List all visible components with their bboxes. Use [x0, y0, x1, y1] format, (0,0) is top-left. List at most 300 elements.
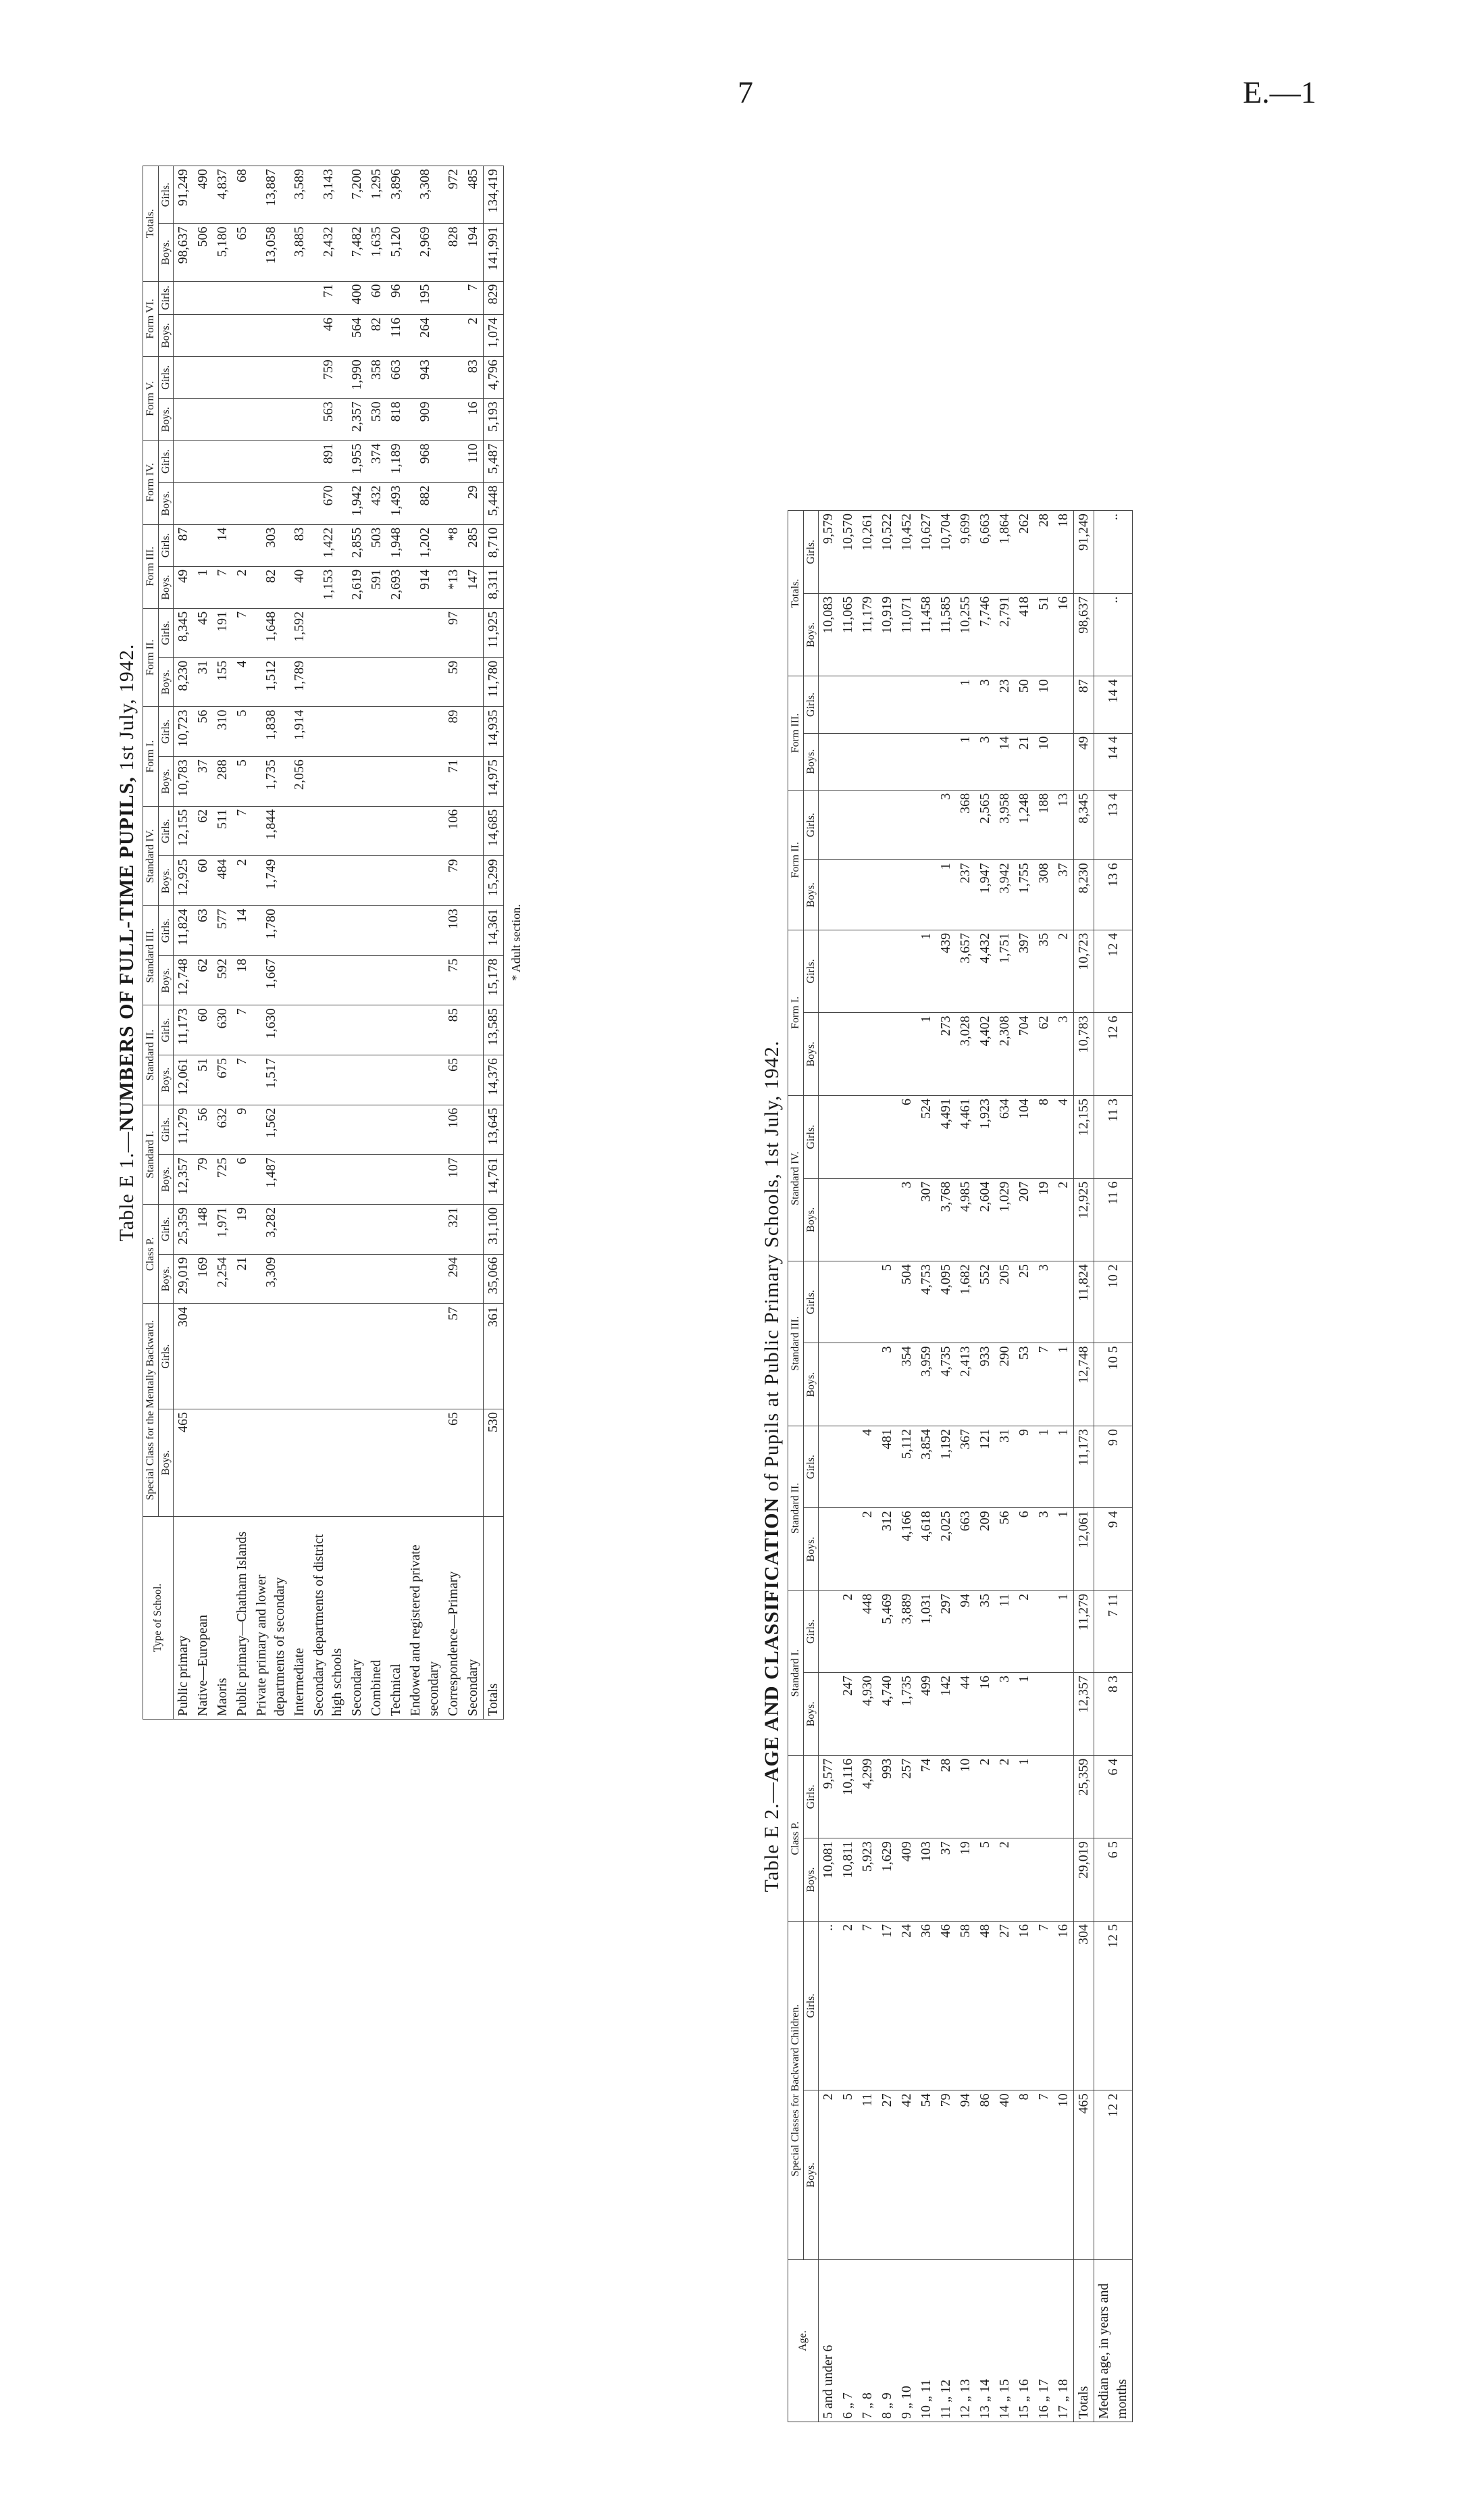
t1-cell — [309, 906, 347, 956]
t2-cell: 3 — [1054, 1013, 1074, 1096]
t2-cell: 2,413 — [956, 1343, 975, 1426]
t1-cell — [406, 1105, 444, 1155]
t2-cell: 10 — [1034, 676, 1054, 733]
t1-cell — [406, 1254, 444, 1304]
t1-cell: 134,419 — [484, 166, 504, 224]
t2-cell: 11,179 — [858, 593, 877, 676]
t1-row-label: Technical — [386, 1517, 406, 1720]
t1-group-header: Special Class for the Mentally Backward. — [143, 1304, 159, 1517]
t1-cell: 358 — [367, 357, 386, 399]
t1-cell: 1,562 — [252, 1105, 290, 1155]
t2-cell: 94 — [956, 1590, 975, 1672]
t2-cell: 367 — [956, 1426, 975, 1507]
t2-cell: 10,255 — [956, 593, 975, 676]
t2-group-header: Form II. — [788, 790, 804, 930]
t1-cell — [367, 906, 386, 956]
t1-cell: 1 — [193, 566, 213, 608]
t1-cell — [290, 1254, 309, 1304]
t1-cell: 13,585 — [484, 1005, 504, 1055]
t2-row — [838, 511, 858, 2422]
t2-cell: 1 — [1034, 1426, 1054, 1507]
t1-cell: 285 — [463, 524, 484, 566]
t2-cell: 12 2 — [1094, 2090, 1133, 2260]
page-number: 7 — [738, 75, 753, 109]
t2-group-header: Standard III. — [788, 1261, 804, 1426]
t1-sex-header: Boys. — [158, 399, 174, 441]
t2-group-header: Form III. — [788, 676, 804, 791]
t1-cell — [406, 1005, 444, 1055]
t2-cell: 7 11 — [1094, 1590, 1133, 1672]
t1-sex-header: Girls. — [158, 357, 174, 399]
t1-cell — [367, 1105, 386, 1155]
t1-cell — [290, 399, 309, 441]
t1-cell: 60 — [367, 281, 386, 314]
t2-row-label: 5 and under 6 — [819, 2260, 839, 2422]
t1-cell — [193, 281, 213, 314]
t1-cell — [367, 856, 386, 906]
t1-cell — [174, 399, 194, 441]
t2-cell: .. — [819, 1921, 839, 2090]
t2-cell: 10,919 — [877, 593, 897, 676]
t2-row-label: 16 „ 17 — [1034, 2260, 1054, 2422]
t2-cell: 56 — [995, 1508, 1015, 1591]
t1-row — [174, 166, 194, 1720]
t2-cell: 27 — [877, 2090, 897, 2260]
t2-cell: 2 — [1015, 1590, 1034, 1672]
t2-cell: 28 — [936, 1755, 956, 1838]
t2-cell: 933 — [975, 1343, 995, 1426]
t1-cell: 1,971 — [213, 1204, 232, 1254]
t1-row — [309, 166, 347, 1720]
t2-cell: 3 — [1034, 1508, 1054, 1591]
t1-cell — [193, 1409, 213, 1516]
t1-cell: 303 — [252, 524, 290, 566]
t1-cell: 1,074 — [484, 315, 504, 357]
t2-cell — [819, 1590, 839, 1672]
t1-cell: 1,189 — [386, 441, 406, 482]
t2-cell: 53 — [1015, 1343, 1034, 1426]
t1-cell — [463, 1409, 484, 1516]
t2-cell: 1,864 — [995, 511, 1015, 594]
t2-cell: 16 — [975, 1673, 995, 1756]
t1-row-label: Secondary departments of district high schools — [309, 1517, 347, 1720]
t1-cell: 5,487 — [484, 441, 504, 482]
t1-cell — [463, 955, 484, 1005]
t1-row — [347, 166, 367, 1720]
t2-label-header: Age. — [788, 2260, 819, 2422]
t2-cell: 2 — [838, 1921, 858, 2090]
t2-cell: 4,432 — [975, 930, 995, 1013]
t2-row-label: 8 „ 9 — [877, 2260, 897, 2422]
t1-cell — [463, 757, 484, 807]
t2-cell — [838, 790, 858, 859]
t2-cell — [858, 676, 877, 733]
t2-cell: 5 — [838, 2090, 858, 2260]
t1-cell — [406, 757, 444, 807]
t1-cell — [193, 1304, 213, 1409]
t1-cell: 45 — [193, 608, 213, 657]
t1-cell: 12,925 — [174, 856, 194, 906]
t2-cell: 19 — [956, 1838, 975, 1922]
t1-sex-header: Girls. — [158, 1105, 174, 1155]
t1-cell: 14,935 — [484, 707, 504, 757]
t1-cell — [406, 608, 444, 657]
t2-group-header: Standard IV. — [788, 1095, 804, 1261]
t1-cell — [290, 357, 309, 399]
t2-cell: 2 — [975, 1755, 995, 1838]
t2-cell: 11,585 — [936, 593, 956, 676]
t1-cell — [347, 1204, 367, 1254]
t1-cell: 62 — [193, 806, 213, 856]
t1-cell — [347, 757, 367, 807]
t1-cell — [232, 399, 252, 441]
t2-sex-header: Girls. — [803, 790, 819, 859]
t2-cell — [819, 1095, 839, 1178]
t1-cell — [444, 315, 463, 357]
t2-cell — [877, 1095, 897, 1178]
t1-cell — [252, 315, 290, 357]
t1-sex-header: Boys. — [158, 1055, 174, 1105]
t2-sex-header: Boys. — [803, 1178, 819, 1261]
t2-sex-header: Girls. — [803, 1590, 819, 1672]
t2-cell: 6 4 — [1094, 1755, 1133, 1838]
t1-row-label: Combined — [367, 1517, 386, 1720]
t1-group-header: Form III. — [143, 524, 159, 608]
t2-sex-header: Boys. — [803, 1508, 819, 1591]
t1-cell — [347, 1005, 367, 1055]
t2-cell: 4,735 — [936, 1343, 956, 1426]
t1-row — [290, 166, 309, 1720]
t1-cell — [347, 1254, 367, 1304]
t1-cell: 2,432 — [309, 224, 347, 281]
t2-cell: .. — [1094, 511, 1133, 594]
t2-cell: 409 — [897, 1838, 917, 1922]
t2-cell — [877, 733, 897, 790]
t1-cell — [309, 856, 347, 906]
t2-cell: 2,565 — [975, 790, 995, 859]
t2-cell — [819, 860, 839, 930]
t2-cell — [838, 1508, 858, 1591]
t1-cell: 2,056 — [290, 757, 309, 807]
t2-cell: 3 — [897, 1178, 917, 1261]
t1-cell: 12,357 — [174, 1155, 194, 1205]
t1-cell — [386, 1204, 406, 1254]
t1-cell — [232, 482, 252, 524]
t2-sex-header: Girls. — [803, 1261, 819, 1343]
t1-cell: 7 — [463, 281, 484, 314]
t1-cell — [347, 657, 367, 707]
t1-cell: 374 — [367, 441, 386, 482]
t2-cell: 3 — [975, 733, 995, 790]
t2-cell: 297 — [936, 1590, 956, 1672]
t2-cell — [858, 1261, 877, 1343]
t1-cell — [213, 315, 232, 357]
t1-cell: 288 — [213, 757, 232, 807]
t1-cell: 968 — [406, 441, 444, 482]
t2-cell: 46 — [936, 1921, 956, 2090]
t1-cell: 3,589 — [290, 166, 309, 224]
t1-cell: 2,357 — [347, 399, 367, 441]
t2-cell: 209 — [975, 1508, 995, 1591]
t1-cell — [252, 399, 290, 441]
t2-cell: 10,522 — [877, 511, 897, 594]
t2-cell: 1 — [917, 1013, 936, 1096]
t1-cell: 12,061 — [174, 1055, 194, 1105]
t2-cell: 524 — [917, 1095, 936, 1178]
t1-cell — [193, 357, 213, 399]
t1-cell: 2,254 — [213, 1254, 232, 1304]
t1-cell: 85 — [444, 1005, 463, 1055]
t1-cell — [463, 856, 484, 906]
t2-cell: 2 — [858, 1508, 877, 1591]
t1-cell: 49 — [174, 566, 194, 608]
t1-cell: 16 — [463, 399, 484, 441]
t1-cell: 14,685 — [484, 806, 504, 856]
t2-row-label: 10 „ 11 — [917, 2260, 936, 2422]
t2-cell: 10,452 — [897, 511, 917, 594]
t2-cell: 262 — [1015, 511, 1034, 594]
t1-cell: 57 — [444, 1304, 463, 1409]
t1-cell — [463, 906, 484, 956]
t1-cell — [252, 281, 290, 314]
t1-cell — [252, 482, 290, 524]
t1-cell — [386, 1005, 406, 1055]
t2-cell: 9 — [1015, 1426, 1034, 1507]
t2-cell: 11 — [995, 1590, 1015, 1672]
t1-cell: 63 — [193, 906, 213, 956]
page-reference: E.—1 — [1243, 75, 1316, 109]
t2-cell: 704 — [1015, 1013, 1034, 1096]
t1-row-label: Totals — [484, 1517, 504, 1720]
t1-group-header: Standard III. — [143, 906, 159, 1005]
t1-sex-header: Boys. — [158, 657, 174, 707]
t2-cell: 11 6 — [1094, 1178, 1133, 1261]
t1-row-label: Intermediate — [290, 1517, 309, 1720]
t1-cell — [347, 906, 367, 956]
t2-sex-header: Boys. — [803, 1673, 819, 1756]
t2-cell: 58 — [956, 1921, 975, 2090]
t1-cell: 1,948 — [386, 524, 406, 566]
t1-cell: 195 — [406, 281, 444, 314]
t2-cell: 4 — [1054, 1095, 1074, 1178]
t2-cell — [838, 930, 858, 1013]
t2-cell: 5 — [975, 1838, 995, 1922]
t1-cell: 530 — [484, 1409, 504, 1516]
t2-cell: 3,889 — [897, 1590, 917, 1672]
t1-cell: 1,630 — [252, 1005, 290, 1055]
t2-cell: 12 5 — [1094, 1921, 1133, 2090]
t2-cell — [877, 790, 897, 859]
t2-cell: 7 — [1034, 1343, 1054, 1426]
t2-cell — [819, 1426, 839, 1507]
t2-group-header: Class P. — [788, 1755, 804, 1921]
t1-row — [444, 166, 463, 1720]
t2-cell: 11,458 — [917, 593, 936, 676]
t1-cell: 169 — [193, 1254, 213, 1304]
t2-cell: 247 — [838, 1673, 858, 1756]
t1-cell — [290, 1155, 309, 1205]
t2-cell — [877, 860, 897, 930]
t2-cell: 35 — [1034, 930, 1054, 1013]
t1-cell — [174, 315, 194, 357]
t2-cell: 12 4 — [1094, 930, 1133, 1013]
t1-cell — [232, 1304, 252, 1409]
t1-cell: 1,202 — [406, 524, 444, 566]
t2-cell: 10,704 — [936, 511, 956, 594]
t1-cell: 82 — [252, 566, 290, 608]
t2-cell — [917, 860, 936, 930]
t1-cell: 71 — [309, 281, 347, 314]
t2-cell: 4,461 — [956, 1095, 975, 1178]
t1-cell: 103 — [444, 906, 463, 956]
t1-cell — [174, 482, 194, 524]
t1-cell: 18 — [232, 955, 252, 1005]
t2-cell — [838, 860, 858, 930]
t1-cell: 361 — [484, 1304, 504, 1409]
t1-cell: 2,855 — [347, 524, 367, 566]
t1-cell — [406, 806, 444, 856]
t2-cell: 10,081 — [819, 1838, 839, 1922]
t1-sex-header: Boys. — [158, 224, 174, 281]
t2-cell: 993 — [877, 1755, 897, 1838]
t2-cell: 663 — [956, 1508, 975, 1591]
t1-cell — [232, 281, 252, 314]
t2-cell: 2 — [995, 1838, 1015, 1922]
t2-cell: 4,985 — [956, 1178, 975, 1261]
t2-cell: 7 — [1034, 1921, 1054, 2090]
t2-cell: 1,923 — [975, 1095, 995, 1178]
t2-cell: 3,854 — [917, 1426, 936, 1507]
t1-cell: 29 — [463, 482, 484, 524]
t2-cell: 4,166 — [897, 1508, 917, 1591]
t2-group-header: Standard I. — [788, 1590, 804, 1755]
t1-cell: 7 — [232, 1005, 252, 1055]
t1-cell: 591 — [367, 566, 386, 608]
t1-cell: 106 — [444, 1105, 463, 1155]
t1-cell: 9 — [232, 1105, 252, 1155]
t2-row-label: 14 „ 15 — [995, 2260, 1015, 2422]
t1-row-label: Secondary — [347, 1517, 367, 1720]
t1-cell: 68 — [232, 166, 252, 224]
t1-cell: 65 — [444, 1055, 463, 1105]
t2-cell: 48 — [975, 1921, 995, 2090]
t1-cell: 321 — [444, 1204, 463, 1254]
t2-cell: 16 — [1054, 593, 1074, 676]
t2-row-label: 9 „ 10 — [897, 2260, 917, 2422]
t2-cell: 1 — [1054, 1590, 1074, 1672]
t2-cell — [1054, 1838, 1074, 1922]
t1-cell — [347, 856, 367, 906]
t1-cell: *13 — [444, 566, 463, 608]
t2-row-label: 15 „ 16 — [1015, 2260, 1034, 2422]
t2-row-label: 7 „ 8 — [858, 2260, 877, 2422]
t1-cell: 82 — [367, 315, 386, 357]
t1-cell: 1,749 — [252, 856, 290, 906]
t1-cell — [309, 1055, 347, 1105]
t2-cell: 6 — [1015, 1508, 1034, 1591]
t1-cell — [290, 906, 309, 956]
t1-cell — [309, 1005, 347, 1055]
t1-cell: 432 — [367, 482, 386, 524]
t2-cell — [1034, 1838, 1054, 1922]
t2-cell: 1 — [1015, 1673, 1034, 1756]
t2-cell — [819, 1178, 839, 1261]
t2-sex-header: Boys. — [803, 1343, 819, 1426]
t1-cell: 21 — [232, 1254, 252, 1304]
t1-cell — [347, 707, 367, 757]
t1-cell — [406, 856, 444, 906]
t2-row — [897, 511, 917, 2422]
t2-cell: 4,402 — [975, 1013, 995, 1096]
t1-cell: 97 — [444, 608, 463, 657]
t2-cell: 1,947 — [975, 860, 995, 930]
t2-cell: 8 — [1015, 2090, 1034, 2260]
t2-cell: 6 5 — [1094, 1838, 1133, 1922]
t1-cell: 65 — [444, 1409, 463, 1516]
t2-cell — [1054, 1261, 1074, 1343]
t2-cell: 37 — [936, 1838, 956, 1922]
t1-cell: 1,493 — [386, 482, 406, 524]
t1-cell — [386, 707, 406, 757]
t1-cell — [406, 1204, 444, 1254]
t1-cell: 1,667 — [252, 955, 290, 1005]
t2-cell: 418 — [1015, 593, 1034, 676]
t1-cell: 7 — [232, 806, 252, 856]
t1-cell: 2,693 — [386, 566, 406, 608]
t1-sex-header: Girls. — [158, 441, 174, 482]
t1-row-label: Endowed and registered private secondary — [406, 1517, 444, 1720]
t2-cell: 4,095 — [936, 1261, 956, 1343]
t1-cell — [232, 357, 252, 399]
t1-cell — [309, 608, 347, 657]
t1-cell: 7,482 — [347, 224, 367, 281]
t1-cell: 5,193 — [484, 399, 504, 441]
t1-sex-header: Girls. — [158, 707, 174, 757]
t1-cell: 14,975 — [484, 757, 504, 807]
t1-cell: 13,058 — [252, 224, 290, 281]
t2-cell: 2 — [1054, 930, 1074, 1013]
t1-cell — [444, 482, 463, 524]
t1-cell: 5 — [232, 707, 252, 757]
t2-cell: 6 — [897, 1095, 917, 1178]
t2-cell — [858, 1343, 877, 1426]
t2-cell: 10 — [956, 1755, 975, 1838]
t2-row — [819, 511, 839, 2422]
t2-cell: 465 — [1074, 2090, 1094, 2260]
t1-cell: 11,824 — [174, 906, 194, 956]
t1-sex-header: Boys. — [158, 757, 174, 807]
t2-cell: 2 — [838, 1590, 858, 1672]
t2-cell: 4,753 — [917, 1261, 936, 1343]
t2-group-header: Totals. — [788, 511, 804, 676]
t2-sex-header: Boys. — [803, 1013, 819, 1096]
t1-cell: 1,990 — [347, 357, 367, 399]
t2-sex-header: Girls. — [803, 1426, 819, 1507]
t2-cell: .. — [1094, 593, 1133, 676]
t1-cell: 1,780 — [252, 906, 290, 956]
t1-cell — [213, 399, 232, 441]
t1-cell: 25,359 — [174, 1204, 194, 1254]
t2-cell: 205 — [995, 1261, 1015, 1343]
t2-group-header: Form I. — [788, 930, 804, 1095]
t2-cell: 8 3 — [1094, 1673, 1133, 1756]
t2-cell — [819, 790, 839, 859]
t1-cell — [367, 1204, 386, 1254]
t2-cell: 9,577 — [819, 1755, 839, 1838]
t2-cell: 3,942 — [995, 860, 1015, 930]
t1-cell: 8,311 — [484, 566, 504, 608]
t1-cell — [367, 1155, 386, 1205]
